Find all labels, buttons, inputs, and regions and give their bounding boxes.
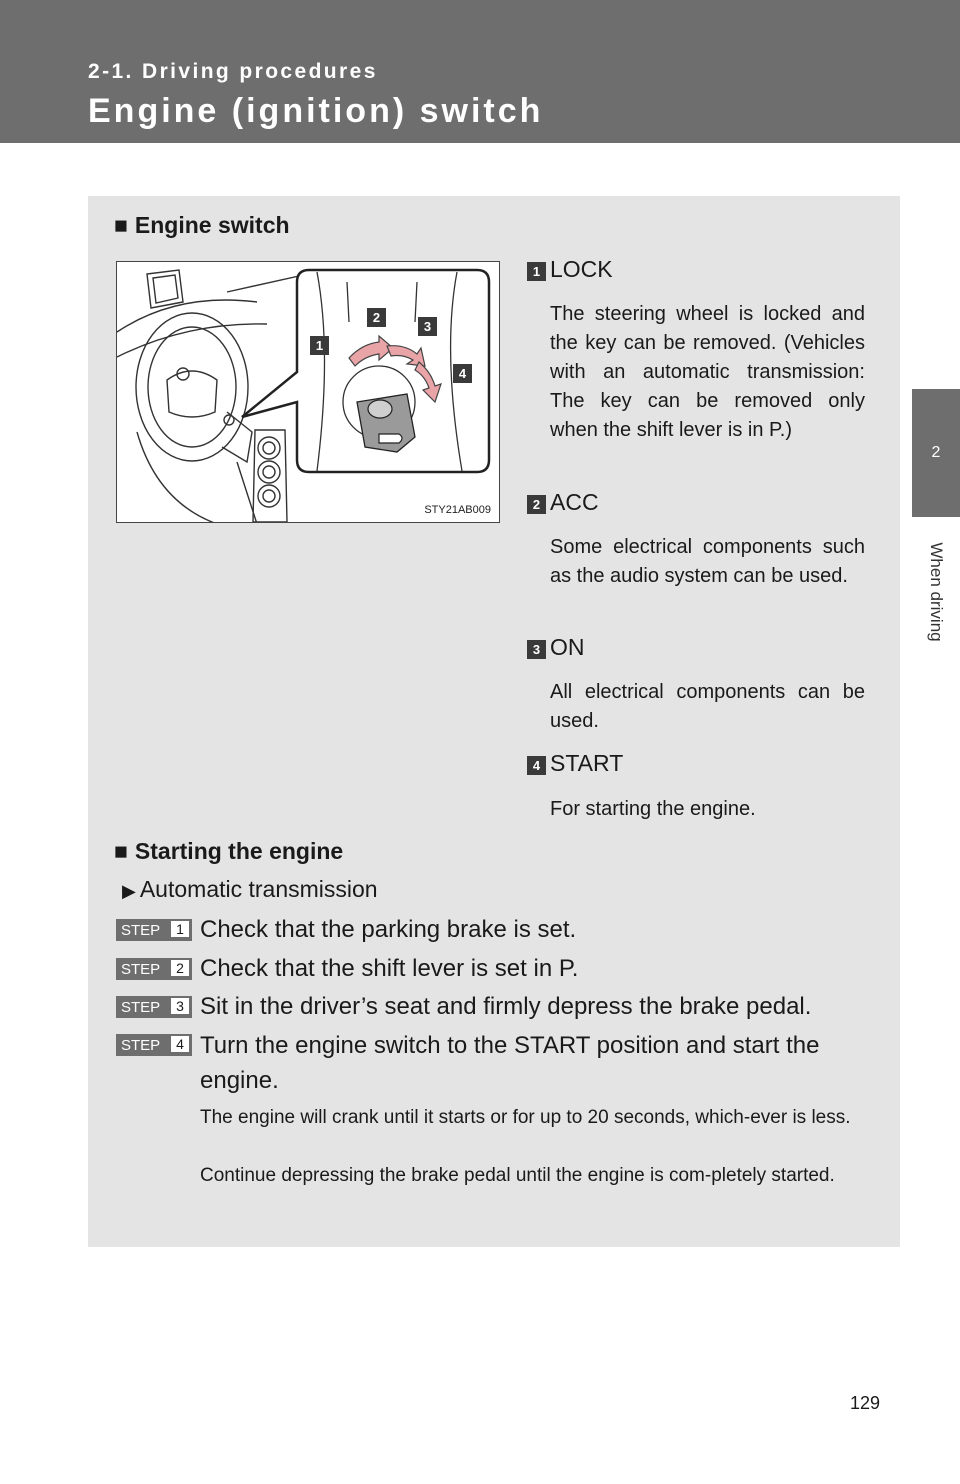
step-text: Sit in the driver’s seat and firmly depress the brake pedal. <box>200 993 812 1020</box>
ignition-illustration <box>116 261 500 523</box>
step-number: 2 <box>171 960 189 976</box>
starting-heading <box>114 838 343 865</box>
step-badge: STEP 2 <box>116 958 192 980</box>
position-desc-start: For starting the engine. <box>550 798 756 820</box>
position-desc-on: All electrical components can be used. <box>550 681 865 732</box>
position-marker-4: 4 <box>527 756 546 775</box>
heading-square-icon: ■ <box>114 838 128 864</box>
key-drawing <box>357 394 415 452</box>
dashboard-drawing <box>117 262 500 523</box>
step-badge: STEP 4 <box>116 1034 192 1056</box>
figure-marker-4: 4 <box>453 364 472 383</box>
transmission-subheading-text: Automatic transmission <box>139 876 378 902</box>
step-text: Turn the engine switch to the START position and start the engine. <box>200 1032 820 1094</box>
brake-note: Continue depressing the brake pedal until the engine is com-pletely started. <box>200 1165 835 1186</box>
chapter-tab-label <box>912 517 960 667</box>
step-badge: STEP 1 <box>116 919 192 941</box>
figure-marker-2: 2 <box>367 308 386 327</box>
position-label-acc: ACC <box>550 489 599 515</box>
engine-switch-heading-text: Engine switch <box>134 212 290 238</box>
page-number: 129 <box>850 1393 881 1413</box>
figure-marker-1: 1 <box>310 336 329 355</box>
page-title: Engine (ignition) switch <box>88 92 544 130</box>
engine-switch-heading <box>114 212 290 239</box>
position-marker-1: 1 <box>527 262 546 281</box>
figure-marker-3: 3 <box>418 317 437 336</box>
chapter-tab-text: When driving <box>927 542 946 642</box>
triangle-right-icon: ▶ <box>122 881 136 901</box>
step-number: 3 <box>171 998 189 1014</box>
step-text: Check that the shift lever is set in P. <box>200 955 579 982</box>
position-marker-3: 3 <box>527 640 546 659</box>
section-label: 2-1. Driving procedures <box>88 60 378 83</box>
step-number: 1 <box>171 921 189 937</box>
position-label-lock: LOCK <box>550 256 613 282</box>
crank-note: The engine will crank until it starts or for up to 20 seconds, which-ever is less. <box>200 1107 851 1128</box>
starting-heading-text: Starting the engine <box>134 838 344 864</box>
position-marker-2: 2 <box>527 495 546 514</box>
position-label-start: START <box>550 750 624 776</box>
step-text: Check that the parking brake is set. <box>200 916 577 943</box>
position-desc-lock: The steering wheel is locked and the key can be removed. (Vehicles with an automatic transmission: The key can be removed only when the shift lever is in P.) <box>550 303 865 441</box>
step-number: 4 <box>171 1036 189 1052</box>
position-label-on: ON <box>550 634 585 660</box>
transmission-subheading <box>122 876 378 903</box>
position-desc-acc: Some electrical components such as the audio system can be used. <box>550 536 865 587</box>
heading-square-icon: ■ <box>114 212 128 238</box>
chapter-tab-number: 2 <box>912 389 960 517</box>
page-header <box>0 0 960 143</box>
figure-code: STY21AB009 <box>424 504 491 516</box>
step-badge: STEP 3 <box>116 996 192 1018</box>
